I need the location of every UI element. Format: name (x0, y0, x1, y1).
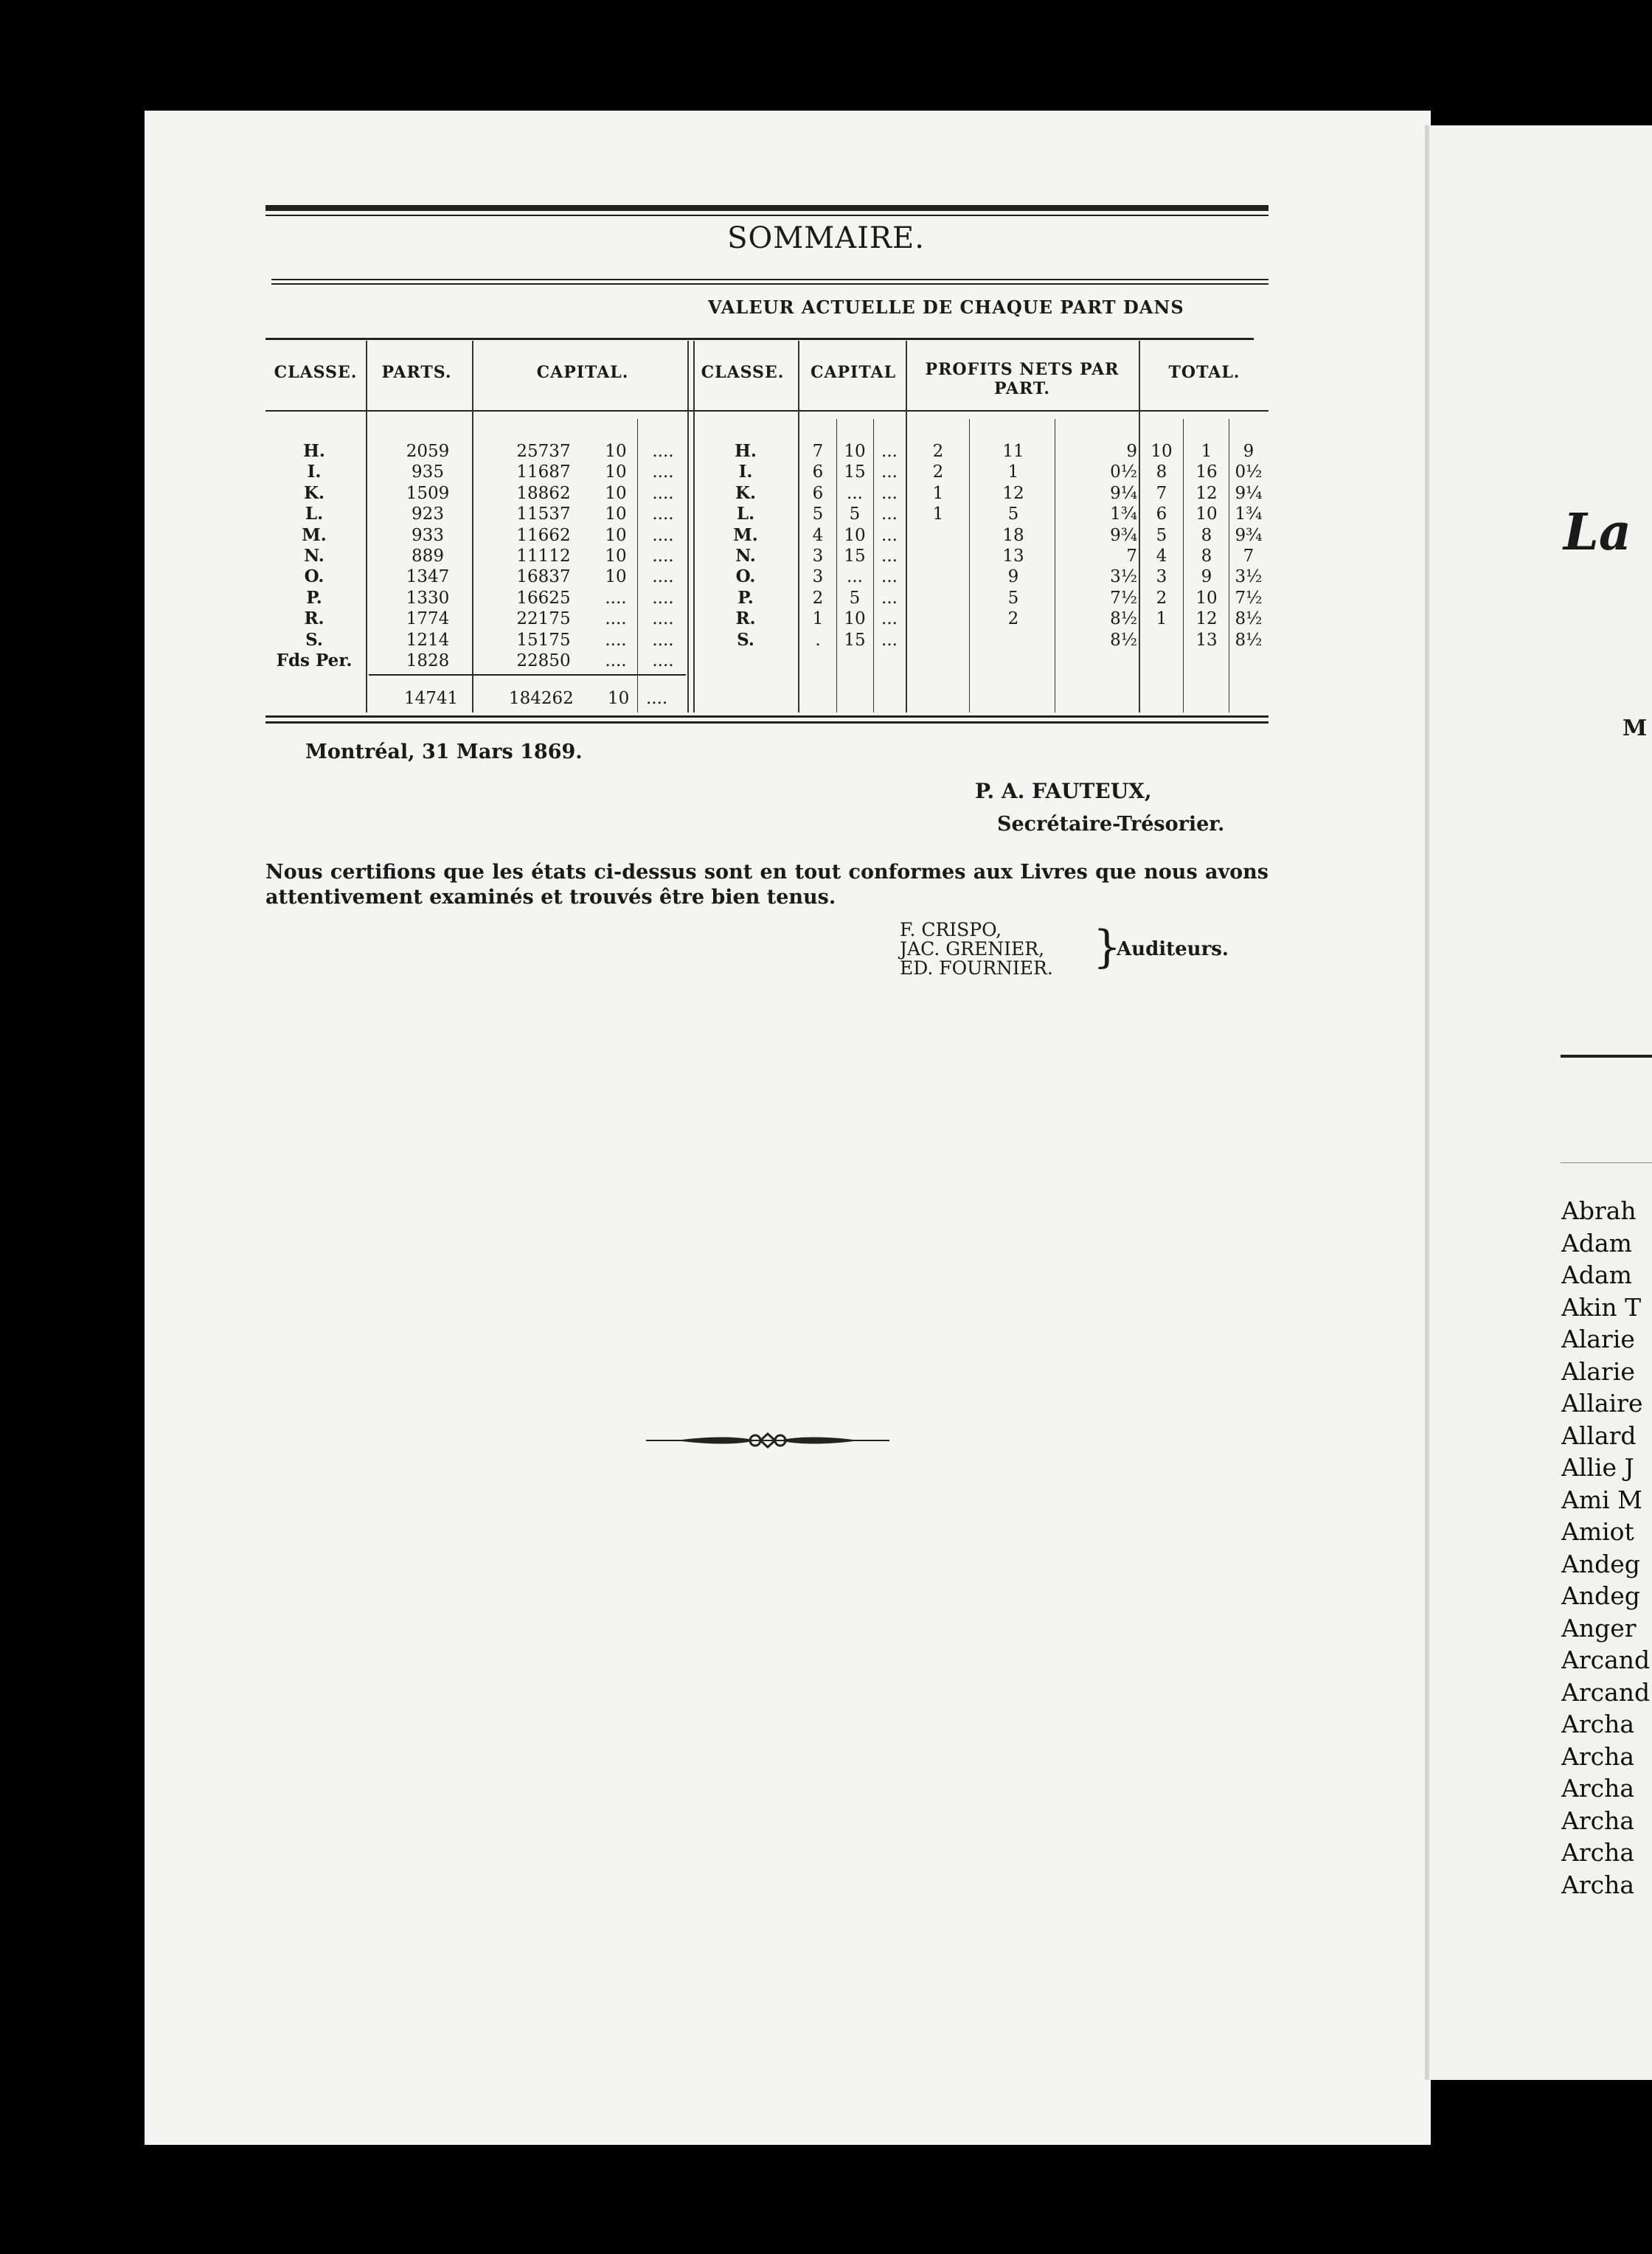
table-cell: 9¾ (1110, 525, 1137, 545)
table-cell: 16625 (516, 588, 571, 608)
list-item: Allaire (1561, 1389, 1643, 1418)
table-cell: .... (652, 651, 674, 670)
table-cell: 10 (605, 462, 627, 482)
table-cell: 10 (1195, 504, 1218, 524)
table-cell: 0½ (1110, 462, 1137, 482)
header-classe-left: CLASSE. (274, 363, 358, 382)
table-cell: .... (652, 588, 674, 608)
header-parts: PARTS. (381, 363, 452, 382)
table-cell: ... (881, 504, 898, 524)
table-cell: 8½ (1235, 609, 1263, 629)
date-line: Montréal, 31 Mars 1869. (305, 741, 583, 763)
table-cell: 15 (844, 462, 866, 482)
table-cell: 18862 (516, 483, 571, 503)
table-cell: P. (306, 587, 322, 608)
table-cell: . (815, 630, 821, 650)
table-cell: ... (881, 462, 898, 482)
table-cell: 18 (1002, 525, 1024, 545)
table-cell: 13 (1002, 546, 1024, 566)
table-cell: R. (735, 608, 756, 629)
list-item: Alarie (1561, 1356, 1635, 1386)
table-cell: ... (881, 609, 898, 629)
list-item: Abrah (1561, 1196, 1637, 1225)
header-profits: PROFITS NETS PAR PART. (925, 360, 1120, 398)
facing-heading: La (1564, 503, 1631, 562)
table-cell: 8½ (1110, 630, 1137, 650)
table-cell: 1¾ (1235, 504, 1263, 524)
table-cell: 10 (605, 442, 627, 461)
table-cell: 9¼ (1110, 483, 1137, 503)
table-cell: 10 (605, 546, 627, 566)
table-cell: 7 (812, 442, 824, 461)
table-cell: ... (881, 567, 898, 587)
table-cell: 2 (1156, 588, 1167, 608)
table-cell: L. (736, 504, 755, 524)
list-item: Archa (1561, 1774, 1635, 1803)
auditor-brace: } (1093, 921, 1122, 973)
table-cell: H. (735, 441, 757, 461)
table-cell: 10 (844, 525, 866, 545)
table-cell: 11662 (516, 525, 571, 545)
signature-role: Secrétaire-Trésorier. (997, 813, 1225, 836)
table-cell: .... (605, 609, 627, 629)
table-cell: 9 (1007, 567, 1019, 587)
table-cell: 1330 (406, 588, 450, 608)
list-item: Allard (1561, 1421, 1637, 1450)
table-cell: 2 (932, 442, 944, 461)
table-cell: N. (304, 545, 324, 566)
table-cell: .... (652, 567, 674, 587)
total-capital-d: .... (646, 689, 668, 708)
table-cell: 22850 (516, 651, 571, 670)
table-cell: 11 (1002, 442, 1024, 461)
table-cell: ... (881, 588, 898, 608)
table-cell: ... (881, 442, 898, 461)
table-cell: 1¾ (1110, 504, 1137, 524)
table-cell: .... (605, 630, 627, 650)
header-capital-right: CAPITAL (810, 363, 897, 382)
table-cell: 8 (1201, 525, 1212, 545)
table-cell: 8 (1201, 546, 1212, 566)
table-cell: ... (881, 525, 898, 545)
table-subheading: VALEUR ACTUELLE DE CHAQUE PART DANS (708, 297, 1184, 318)
table-cell: .... (652, 462, 674, 482)
table-cell: 5 (1007, 588, 1019, 608)
table-cell: 10 (605, 567, 627, 587)
list-item: Amiot (1561, 1517, 1634, 1546)
list-item: Allie J (1561, 1453, 1634, 1482)
table-cell: 889 (412, 546, 444, 566)
table-cell: 9¾ (1235, 525, 1263, 545)
table-cell: 1 (932, 504, 944, 524)
table-cell: R. (304, 608, 324, 629)
table-cell: I. (738, 462, 753, 482)
table-cell: 935 (412, 462, 444, 482)
table-cell: 22175 (516, 609, 571, 629)
table-cell: K. (735, 482, 756, 503)
table-cell: 4 (1156, 546, 1167, 566)
table-cell: 10 (605, 525, 627, 545)
table-cell: 4 (812, 525, 824, 545)
table-cell: N. (735, 545, 756, 566)
table-cell: 9 (1243, 442, 1254, 461)
table-cell: 25737 (516, 442, 571, 461)
total-capital-s: 10 (608, 689, 630, 708)
list-item: Arcand (1561, 1646, 1651, 1674)
table-cell: 2 (932, 462, 944, 482)
table-cell: O. (735, 566, 756, 587)
facing-name-list (1561, 1195, 1652, 1901)
table-cell: 2 (812, 588, 824, 608)
table-cell: 6 (812, 483, 824, 503)
list-item: Andeg (1561, 1581, 1640, 1610)
table-cell: S. (305, 629, 323, 650)
table-cell: Fds Per. (276, 650, 353, 670)
certification-text: Nous certifions que les états ci-dessus sont en tout conformes aux Livres que nous avons attentivement examinés et trouvés être bien tenus. (266, 861, 1268, 909)
auditor-name: JAC. GRENIER, (900, 938, 1045, 960)
table-cell: 1509 (406, 483, 450, 503)
table-cell: 10 (1150, 442, 1173, 461)
table-cell: .... (652, 442, 674, 461)
list-item: Andeg (1561, 1549, 1640, 1578)
table-cell: 11687 (516, 462, 571, 482)
list-item: Adam (1561, 1228, 1632, 1258)
facing-rule-thin (1561, 1162, 1652, 1163)
table-cell: 8½ (1235, 630, 1263, 650)
table-cell: 923 (412, 504, 444, 524)
table-cell: 3 (812, 567, 824, 587)
header-classe-right: CLASSE. (701, 363, 785, 382)
table-cell: .... (605, 651, 627, 670)
signature-name: P. A. FAUTEUX, (975, 779, 1152, 803)
table-cell: 1347 (406, 567, 450, 587)
table-cell: 3 (812, 546, 824, 566)
table-cell: 5 (849, 504, 861, 524)
table-cell: 11537 (516, 504, 571, 524)
table-cell: 3 (1156, 567, 1167, 587)
facing-letter: M (1622, 715, 1648, 741)
table-cell: 5 (812, 504, 824, 524)
table-cell: ... (881, 546, 898, 566)
auditor-name: ED. FOURNIER. (900, 957, 1053, 979)
table-cell: 6 (812, 462, 824, 482)
table-cell: P. (738, 587, 754, 608)
page-title: SOMMAIRE. (727, 221, 925, 255)
table-cell: ... (881, 483, 898, 503)
table-cell: 13 (1195, 630, 1218, 650)
list-item: Archa (1561, 1806, 1635, 1835)
list-item: Akin T (1561, 1292, 1642, 1322)
table-cell: 1828 (406, 651, 450, 670)
list-item: Adam (1561, 1260, 1632, 1289)
table-cell: 8½ (1110, 609, 1137, 629)
list-item: Ami M (1561, 1485, 1642, 1514)
table-cell: O. (304, 566, 324, 587)
table-cell: 15175 (516, 630, 571, 650)
table-cell: 7½ (1110, 588, 1137, 608)
table-cell: S. (737, 629, 754, 650)
table-cell: 1214 (406, 630, 450, 650)
table-cell: L. (305, 504, 324, 524)
table-cell: 6 (1156, 504, 1167, 524)
table-cell: 1774 (406, 609, 450, 629)
table-cell: 12 (1195, 483, 1218, 503)
table-cell: 2 (1007, 609, 1019, 629)
list-item: Archa (1561, 1838, 1635, 1867)
table-cell: 7 (1126, 546, 1137, 566)
table-cell: .... (652, 630, 674, 650)
table-cell: 2059 (406, 442, 450, 461)
table-cell: 16837 (516, 567, 571, 587)
list-item: Archa (1561, 1710, 1635, 1738)
table-cell: 7 (1243, 546, 1254, 566)
table-cell: 15 (844, 630, 866, 650)
table-cell: H. (303, 441, 325, 461)
header-capital-left: CAPITAL. (536, 363, 629, 382)
table-cell: M. (302, 524, 327, 545)
table-cell: 10 (844, 609, 866, 629)
table-cell: 10 (605, 483, 627, 503)
list-item: Archa (1561, 1870, 1635, 1899)
header-total: TOTAL. (1168, 363, 1240, 382)
list-item: Alarie (1561, 1325, 1635, 1353)
table-cell: 9¼ (1235, 483, 1263, 503)
total-capital: 184262 (509, 689, 574, 708)
table-cell: 12 (1195, 609, 1218, 629)
table-cell: 9 (1201, 567, 1212, 587)
auditor-name: F. CRISPO, (900, 919, 1002, 940)
table-cell: 5 (1156, 525, 1167, 545)
auditors-label: Auditeurs. (1117, 938, 1229, 960)
table-cell: .... (652, 609, 674, 629)
table-cell: 10 (1195, 588, 1218, 608)
table-cell: 10 (844, 442, 866, 461)
table-cell: 1 (932, 483, 944, 503)
table-cell: 16 (1195, 462, 1218, 482)
table-cell: 3½ (1235, 567, 1263, 587)
table-cell: 12 (1002, 483, 1024, 503)
table-cell: ... (847, 483, 863, 503)
table-cell: 1 (1007, 462, 1019, 482)
list-item: Anger (1561, 1613, 1637, 1643)
table-cell: 3½ (1110, 567, 1137, 587)
table-cell: 1 (812, 609, 824, 629)
table-cell: .... (605, 588, 627, 608)
table-cell: .... (652, 483, 674, 503)
table-cell: 933 (412, 525, 444, 545)
list-item: Arcand (1561, 1677, 1651, 1707)
table-cell: I. (307, 462, 322, 482)
table-cell: .... (652, 504, 674, 524)
table-cell: 1 (1156, 609, 1167, 629)
table-cell: 0½ (1235, 462, 1263, 482)
table-cell: 7 (1156, 483, 1167, 503)
table-cell: K. (304, 482, 324, 503)
table-cell: 11112 (516, 546, 571, 566)
table-cell: M. (733, 524, 758, 545)
list-item: Archa (1561, 1741, 1635, 1771)
table-cell: 10 (605, 504, 627, 524)
table-cell: 7½ (1235, 588, 1263, 608)
facing-rule (1561, 1055, 1652, 1058)
table-cell: .... (652, 546, 674, 566)
table-cell: ... (881, 630, 898, 650)
table-cell: 5 (849, 588, 861, 608)
total-parts: 14741 (404, 689, 459, 708)
table-cell: 1 (1201, 442, 1212, 461)
table-cell: 15 (844, 546, 866, 566)
table-cell: 5 (1007, 504, 1019, 524)
table-cell: 8 (1156, 462, 1167, 482)
table-cell: ... (847, 567, 863, 587)
table-cell: .... (652, 525, 674, 545)
table-cell: 9 (1126, 442, 1137, 461)
